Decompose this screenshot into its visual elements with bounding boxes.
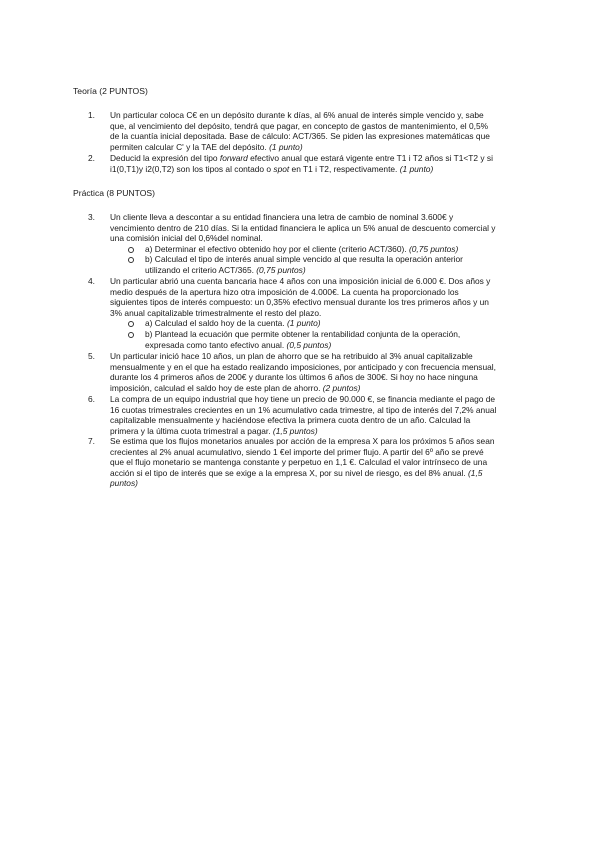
question-text-line: La compra de un equipo industrial que hoy tiene un precio de 90.000 €, se financia mediante el pago de xyxy=(110,394,496,404)
question-text-line: Un cliente lleva a descontar a su entidad financiera una letra de cambio de nominal 3.600€ y xyxy=(110,212,454,222)
question-number: 6. xyxy=(88,394,95,404)
sub-question-text: expresada como tanto efectivo anual. xyxy=(145,339,285,350)
question-7 xyxy=(88,436,518,489)
points-label: (1,5 xyxy=(468,467,483,478)
circle-bullet-icon xyxy=(128,257,134,263)
question-number: 2. xyxy=(88,153,95,163)
question-text-line: vencimiento dentro de 210 días. Si la entidad financiera le aplica un 5% anual de descuento comercial y xyxy=(110,222,496,233)
question-text-line: primera y la última cuota trimestral a pagar. xyxy=(110,425,271,436)
sub-question-3a xyxy=(128,244,518,255)
sub-question-4b xyxy=(128,329,518,350)
question-text-line: permiten calcular C' y la TAE del depósito. xyxy=(110,141,267,152)
sub-question-text: b) Plantead la ecuación que permite obtener la rentabilidad conjunta de la operación, xyxy=(145,328,461,339)
sub-question-text: b) Calculad el tipo de interés anual simple vencido al que resulta la operación anterior xyxy=(145,254,463,265)
question-text-line: Un particular coloca C€ en un depósito durante k días, al 6% anual de interés simple vencido y, sabe xyxy=(110,110,484,120)
sub-question-4a xyxy=(128,318,518,329)
question-5 xyxy=(88,351,518,393)
question-number: 4. xyxy=(88,276,95,286)
question-text-line: 16 cuotas trimestrales crecientes en un 1% acumulativo cada trimestre, al tipo de interés del 7,2% anual xyxy=(110,404,497,415)
sub-question-text: a) Determinar el efectivo obtenido hoy por el cliente (criterio ACT/360). xyxy=(145,243,407,254)
question-3 xyxy=(88,212,518,276)
points-label: puntos) xyxy=(110,478,138,489)
question-text-line: capitalizable mensualmente y haciéndose efectiva la primera cuota dentro de un año. Calculad la xyxy=(110,415,471,426)
theory-heading: Teoría (2 PUNTOS) xyxy=(73,86,148,96)
points-label: (1 punto) xyxy=(399,163,434,174)
sub-question-text: utilizando el criterio ACT/365. xyxy=(145,264,254,275)
question-text-line: medio después de la apertura hizo otra imposición de 4.000€. La cuenta ha proporcionado los xyxy=(110,286,459,297)
question-text-line: Un particular inició hace 10 años, un plan de ahorro que se ha retribuido al 3% anual capitalizable xyxy=(110,351,473,361)
sub-question-3b xyxy=(128,254,518,275)
points-label: (1 punto) xyxy=(269,141,303,152)
term-spot: spot xyxy=(273,163,290,174)
question-text: en T1 i T2, respectivamente. xyxy=(289,163,398,174)
points-label: (2 puntos) xyxy=(322,382,361,393)
question-text-line: 3% anual capitalizable trimestralmente el resto del plazo. xyxy=(110,307,322,318)
question-text-line: que, al vencimiento del depósito, tendrá que pagar, en concepto de gastos de mantenimiento, el 0,5% xyxy=(110,120,489,131)
question-text-line: que el flujo monetario se mantenga constante y perpetuo en 1,1 €. Calculad el valor intrínseco de una xyxy=(110,457,488,468)
question-text-line: una comisión inicial del 0,6%del nominal. xyxy=(110,233,263,244)
points-label: (0,75 puntos) xyxy=(408,243,459,254)
question-number: 7. xyxy=(88,436,95,446)
question-text-line: mensualmente y en el que ha estado realizando imposiciones, por anticipado y con frecuencia mensual, xyxy=(110,361,496,372)
points-label: (0,5 puntos) xyxy=(286,339,332,350)
circle-bullet-icon xyxy=(128,332,134,338)
practice-heading: Práctica (8 PUNTOS) xyxy=(73,188,155,198)
question-1 xyxy=(88,110,518,152)
points-label: (1,5 puntos) xyxy=(272,425,318,436)
question-number: 1. xyxy=(88,110,95,120)
question-text-line: de la cuantía inicial depositada. Base de cálculo: ACT/365. Se piden las expresiones matemáticas que xyxy=(110,131,490,142)
question-text-line: acción si el tipo de interés que se exige a la empresa X, por su nivel de riesgo, es del 8% anual. xyxy=(110,467,466,478)
sub-question-text: a) Calculad el saldo hoy de la cuenta. xyxy=(145,318,285,329)
points-label: (1 punto) xyxy=(287,318,321,329)
question-text-line: Un particular abrió una cuenta bancaria hace 4 años con una imposición inicial de 6.000 €. Dos años y xyxy=(110,276,491,286)
points-label: (0,75 puntos) xyxy=(256,264,306,275)
question-4 xyxy=(88,276,518,350)
circle-bullet-icon xyxy=(128,247,134,253)
term-forward: forward xyxy=(219,153,248,163)
question-number: 5. xyxy=(88,351,95,361)
question-text: efectivo anual que estará vigente entre T1 i T2 años si T1<T2 y si xyxy=(247,153,493,163)
question-number: 3. xyxy=(88,212,95,222)
question-text-line: imposición, calculad el saldo hoy de este plan de ahorro. xyxy=(110,382,321,393)
question-text-line: durante los 4 primeros años de 200€ y durante los últimos 6 años de 300€. Si hoy no hace ninguna xyxy=(110,372,478,383)
question-text-line: crecientes al 2% anual acumulativo, siendo 1 €el importe del primer flujo. A partir del 6º año se prevé xyxy=(110,446,484,457)
question-2 xyxy=(88,153,518,174)
question-text: i1(0,T1)y i2(0,T2) son los tipos al contado o xyxy=(110,163,274,174)
question-text-line: Se estima que los flujos monetarios anuales por acción de la empresa X para los próximos 5 años sean xyxy=(110,436,495,446)
circle-bullet-icon xyxy=(128,321,134,327)
question-text-line: siguientes tipos de interés compuesto: un 0,35% efectivo mensual durante los tres primeros años y un xyxy=(110,297,489,308)
question-6 xyxy=(88,394,518,436)
question-text: Deducid la expresión del tipo xyxy=(110,153,220,163)
